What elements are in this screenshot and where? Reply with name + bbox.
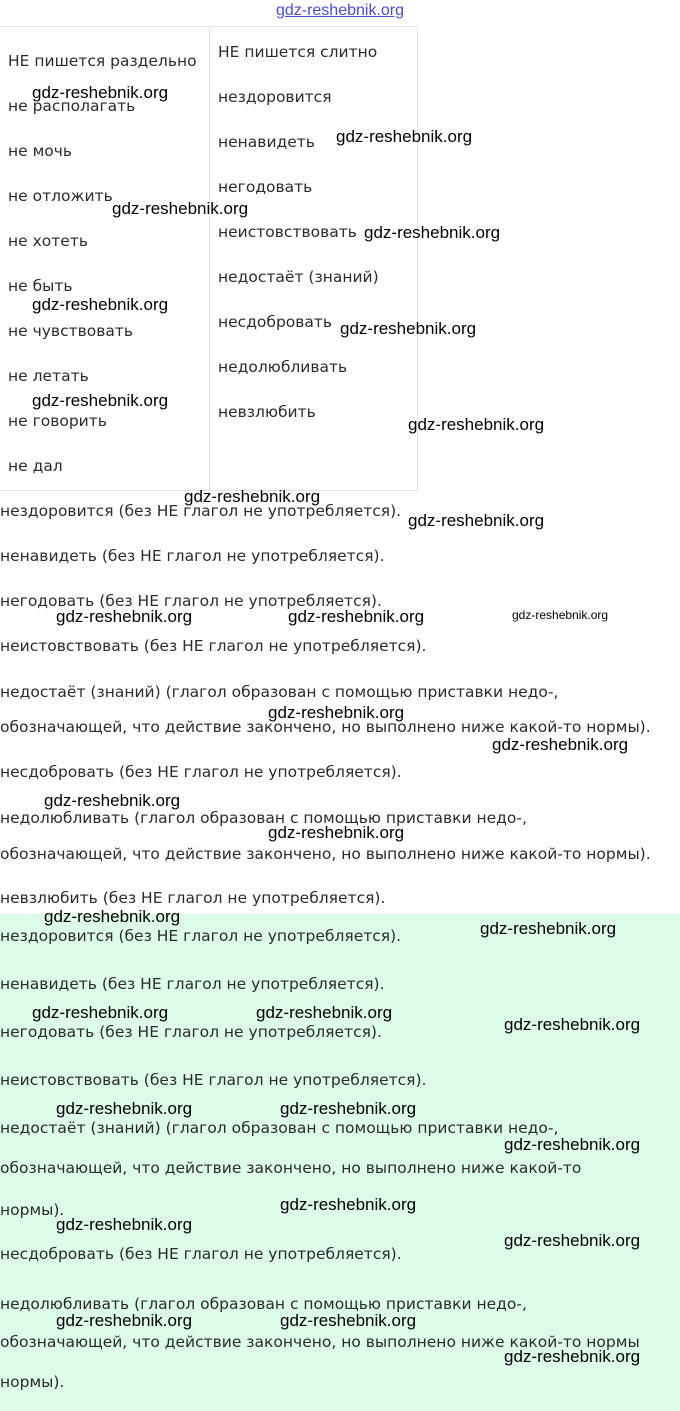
table-cell: не хотеть [8,232,88,250]
watermark: gdz-reshebnik.org [56,1215,193,1234]
watermark: gdz-reshebnik.org [32,295,169,314]
answer-block [0,914,680,1411]
explanation-line: несдобровать (без НЕ глагол не употребляется). [0,763,402,781]
watermark: gdz-reshebnik.org [184,487,321,506]
table-cell: неистовствовать [218,223,357,241]
column-header-joined: НЕ пишется слитно [218,43,378,61]
answer-line: обозначающей, что действие закончено, но выполнено ниже какой-то [0,1159,582,1177]
watermark: gdz-reshebnik.org [504,1015,641,1034]
watermark: gdz-reshebnik.org [56,607,193,626]
table-cell: не говорить [8,412,107,430]
table-cell: не дал [8,457,63,475]
watermark: gdz-reshebnik.org [32,1003,169,1022]
watermark: gdz-reshebnik.org [280,1311,417,1330]
watermark: gdz-reshebnik.org [32,391,169,410]
explanation-line: обозначающей, что действие закончено, но выполнено ниже какой-то нормы). [0,718,651,736]
answer-line: нормы). [0,1373,65,1391]
table-cell: недостаёт (знаний) [218,268,379,286]
watermark: gdz-reshebnik.org [32,83,169,102]
watermark: gdz-reshebnik.org [408,415,545,434]
watermark: gdz-reshebnik.org [288,607,425,626]
answer-line: нормы). [0,1201,65,1219]
watermark: gdz-reshebnik.org [268,703,405,722]
explanation-line: недостаёт (знаний) (глагол образован с помощью приставки недо-, [0,683,559,701]
watermark: gdz-reshebnik.org [256,1003,393,1022]
watermark: gdz-reshebnik.org [504,1347,641,1366]
watermark: gdz-reshebnik.org [112,199,249,218]
answer-line: неистовствовать (без НЕ глагол не употребляется). [0,1071,427,1089]
watermark: gdz-reshebnik.org [504,1231,641,1250]
table-cell: недолюбливать [218,358,348,376]
table-cell: нездоровится [218,88,332,106]
watermark: gdz-reshebnik.org [280,1099,417,1118]
watermark: gdz-reshebnik.org [480,919,617,938]
watermark: gdz-reshebnik.org [336,127,473,146]
site-link[interactable]: gdz-reshebnik.org [275,2,405,19]
answer-line: недолюбливать (глагол образован с помощью приставки недо-, [0,1295,527,1313]
watermark: gdz-reshebnik.org [44,907,181,926]
watermark: gdz-reshebnik.org [280,1195,417,1214]
answer-line: обозначающей, что действие закончено, но выполнено ниже какой-то нормы [0,1333,640,1351]
table-cell: не отложить [8,187,113,205]
answer-line: нездоровится (без НЕ глагол не употребляется). [0,927,402,945]
table-cell: несдобровать [218,313,333,331]
watermark: gdz-reshebnik.org [512,608,609,622]
column-joined [210,27,418,490]
table-cell: негодовать [218,178,313,196]
watermark: gdz-reshebnik.org [408,511,545,530]
answer-line: недостаёт (знаний) (глагол образован с помощью приставки недо-, [0,1119,559,1137]
table-cell: не чувствовать [8,322,134,340]
watermark: gdz-reshebnik.org [364,223,501,242]
answer-line: негодовать (без НЕ глагол не употребляется). [0,1023,382,1041]
answer-line: несдобровать (без НЕ глагол не употребляется). [0,1245,402,1263]
watermark: gdz-reshebnik.org [268,823,405,842]
explanation-line: ненавидеть (без НЕ глагол не употребляется). [0,547,385,565]
watermark: gdz-reshebnik.org [44,791,181,810]
watermark: gdz-reshebnik.org [56,1311,193,1330]
answer-line: ненавидеть (без НЕ глагол не употребляется). [0,975,385,993]
explanation-line: нездоровится (без НЕ глагол не употребляется). [0,502,402,520]
explanation-line: неистовствовать (без НЕ глагол не употребляется). [0,637,427,655]
watermark: gdz-reshebnik.org [504,1135,641,1154]
watermark: gdz-reshebnik.org [340,319,477,338]
explanation-line: невзлюбить (без НЕ глагол не употребляется). [0,889,386,907]
column-header-separate: НЕ пишется раздельно [8,52,197,70]
explanation-line: обозначающей, что действие закончено, но выполнено ниже какой-то нормы). [0,845,651,863]
table-cell: ненавидеть [218,133,315,151]
table-cell: не располагать [8,97,136,115]
table-cell: не мочь [8,142,73,160]
table-cell: невзлюбить [218,403,316,421]
watermark: gdz-reshebnik.org [56,1099,193,1118]
watermark: gdz-reshebnik.org [492,735,629,754]
table-cell: не быть [8,277,73,295]
table-cell: не летать [8,367,89,385]
explanation-line: негодовать (без НЕ глагол не употребляется). [0,592,382,610]
explanation-line: недолюбливать (глагол образован с помощью приставки недо-, [0,809,527,827]
